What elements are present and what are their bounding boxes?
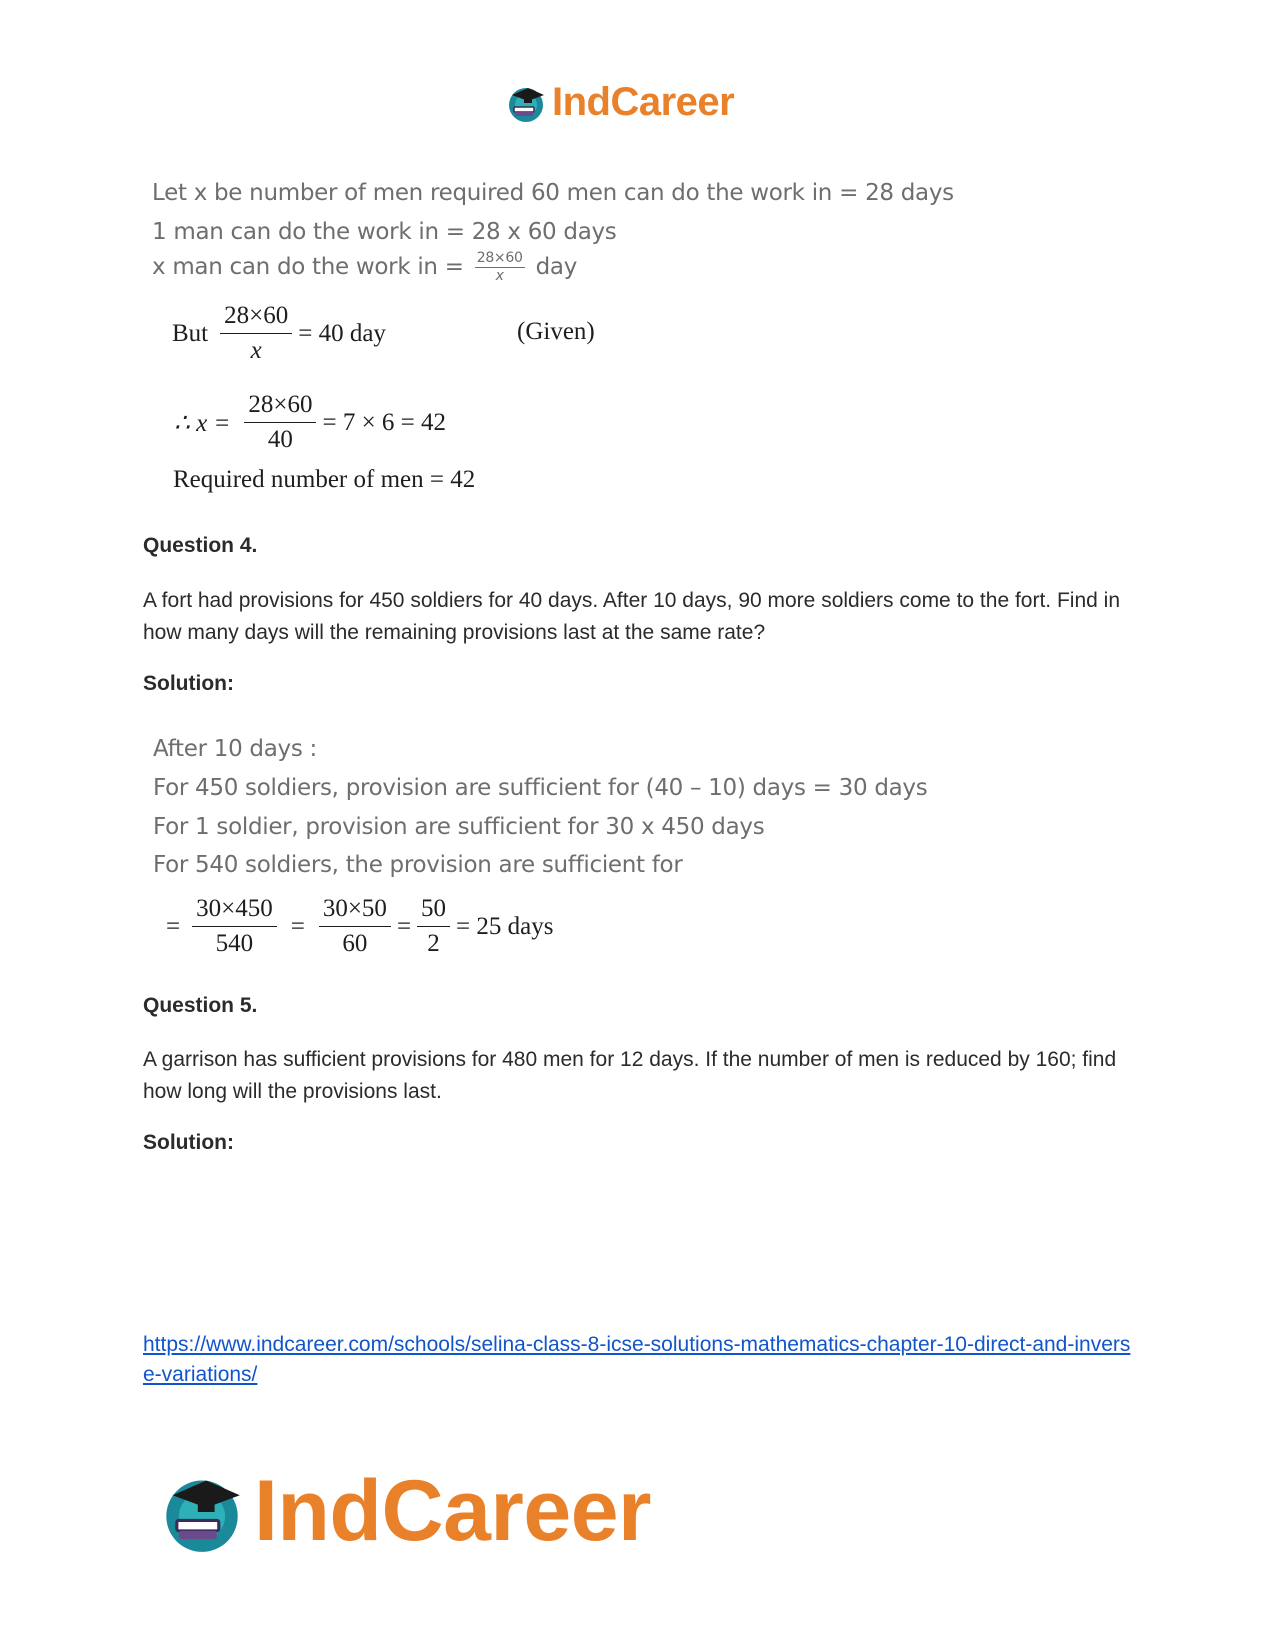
solution3-line1: Let x be number of men required 60 men can do the work in = 28 days (152, 180, 954, 206)
fraction-2 (319, 895, 391, 958)
but-label: But (172, 319, 209, 347)
fraction-3 (417, 895, 450, 958)
question4-text: A fort had provisions for 450 soldiers for 40 days. After 10 days, 90 more soldiers come to the fort. Find in how many days will the remaining provisions last at the same rate? (143, 589, 1120, 644)
graduation-globe-icon (506, 83, 546, 123)
line3-fraction (475, 250, 525, 284)
therefore-equation (174, 391, 446, 454)
solution4-equation (166, 895, 553, 958)
fraction-1 (192, 895, 277, 958)
line3-suffix: day (528, 254, 578, 280)
question5-heading: Question 5. (143, 994, 258, 1017)
solution4-line4: For 540 soldiers, the provision are sufficient for (153, 852, 683, 878)
solution4-line3: For 1 soldier, provision are sufficient for 30 x 450 days (153, 814, 765, 840)
solution4-line2: For 450 soldiers, provision are sufficient for (40 – 10) days = 30 days (153, 775, 928, 801)
footer-logo[interactable] (160, 1462, 651, 1561)
question5-solution-label: Solution: (143, 1131, 234, 1154)
eq-3: = (396, 912, 412, 940)
fraction-denominator: 540 (215, 930, 254, 957)
fraction-numerator: 28×60 (220, 302, 292, 334)
given-label: (Given) (517, 318, 595, 345)
logo-text: IndCareer (552, 80, 735, 124)
question5-text: A garrison has sufficient provisions for 480 men for 12 days. If the number of men is reduced by 160; find how long will the provisions last. (143, 1048, 1117, 1103)
fraction-denominator: 40 (267, 426, 293, 453)
question4-solution-label: Solution: (143, 672, 234, 695)
therefore-result: = 7 × 6 = 42 (322, 408, 447, 436)
fraction-numerator: 30×50 (319, 895, 391, 927)
fraction-numerator: 50 (417, 895, 450, 927)
fraction-denominator: 2 (427, 930, 440, 957)
solution3-line2: 1 man can do the work in = 28 x 60 days (152, 219, 617, 245)
footer-link[interactable]: https://www.indcareer.com/schools/selina-class-8-icse-solutions-mathematics-chapter-10-direct-and-inverse-variations/ (143, 1333, 1131, 1386)
fraction-denominator: 60 (342, 930, 368, 957)
graduation-globe-icon (160, 1470, 244, 1554)
fraction-numerator: 30×450 (192, 895, 277, 927)
fraction-denominator: x (495, 268, 504, 284)
required-men: Required number of men = 42 (173, 466, 476, 493)
but-result: = 40 day (298, 319, 386, 347)
fraction-denominator: x (250, 337, 262, 364)
therefore-label: ∴ x = (174, 409, 231, 437)
solution4-line1: After 10 days : (153, 736, 317, 762)
but-equation (172, 302, 386, 365)
logo-text: IndCareer (254, 1463, 651, 1559)
therefore-fraction (244, 391, 316, 454)
fraction-numerator: 28×60 (244, 391, 316, 423)
question4-heading: Question 4. (143, 534, 258, 557)
eq-start: = (166, 912, 181, 940)
fraction-numerator: 28×60 (476, 250, 523, 266)
solution4-result: = 25 days (456, 912, 554, 940)
but-fraction (220, 302, 292, 365)
solution3-line3 (152, 250, 577, 284)
eq-2: = (290, 912, 305, 940)
line3-prefix: x man can do the work in = (152, 254, 471, 280)
header-logo[interactable] (506, 80, 734, 125)
